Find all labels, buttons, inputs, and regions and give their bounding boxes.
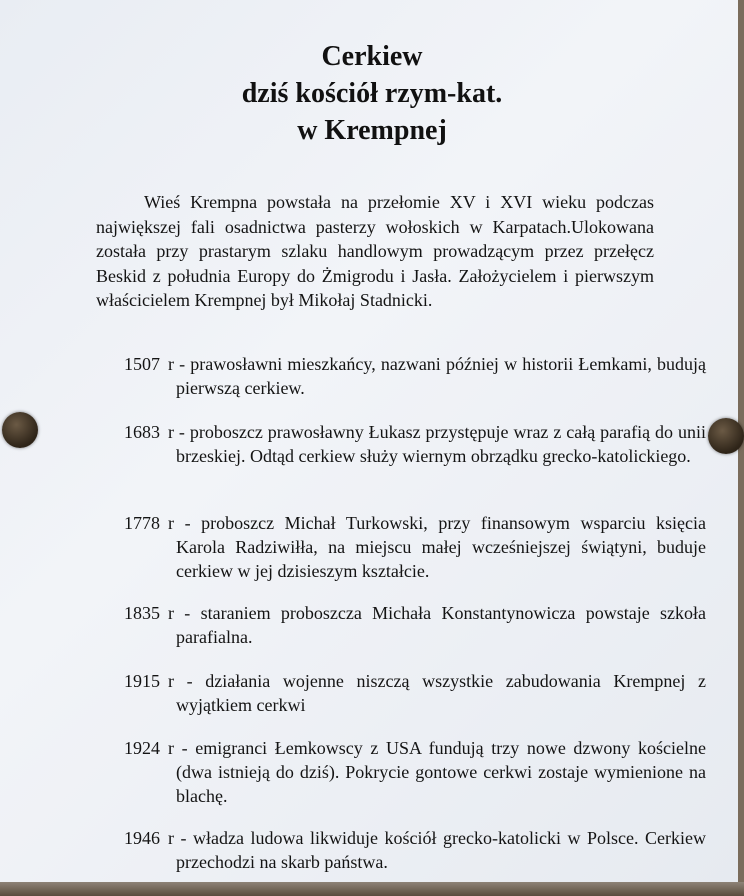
timeline-text: r - emigranci Łemkowscy z USA fundują trzy nowe dzwony kościelne (dwa istnieją do dziś). Pokrycie gontowe cerkwi zostaje wymienione na blachę.	[168, 738, 706, 806]
page-title	[0, 38, 744, 149]
timeline-entry-1507	[124, 352, 706, 400]
intro-text: Wieś Krempna powstała na przełomie XV i XVI wieku podczas największej fali osadnictwa pasterzy wołoskich w Karpatach.Ulokowana została przy prastarym szlaku handlowym prowadzącym przez przełęcz Beskid z południa Europy do Żmigrodu i Jasła. Założycielem i pierwszym właścicielem Krempnej był Mikołaj Stadnicki.	[96, 192, 654, 310]
timeline-year: 1835	[124, 603, 160, 623]
timeline-text: r - władza ludowa likwiduje kościół grecko-katolicki w Polsce. Cerkiew przechodzi na skarb państwa.	[168, 828, 706, 872]
timeline-entry-1924	[124, 736, 706, 808]
timeline-year: 1924	[124, 738, 160, 758]
title-line-2: dziś kościół rzym-kat.	[241, 78, 503, 109]
timeline-entry-1946	[124, 826, 706, 874]
timeline-entry-1915	[124, 669, 706, 717]
timeline-entry-1778	[124, 511, 706, 583]
intro-paragraph	[96, 190, 654, 313]
timeline-year: 1946	[124, 828, 160, 848]
timeline-year: 1507	[124, 354, 160, 374]
mounting-pin-left	[2, 412, 38, 448]
timeline-year: 1683	[124, 422, 160, 442]
board-frame-bottom	[0, 882, 744, 896]
timeline-year: 1778	[124, 513, 160, 533]
timeline-text: r - proboszcz Michał Turkowski, przy finansowym wsparciu księcia Karola Radziwiłła, na miejscu małej wcześniejszej świątyni, buduje cerkiew w jej dzisieszym kształcie.	[168, 513, 706, 581]
mounting-pin-right	[708, 418, 744, 454]
timeline-year: 1915	[124, 671, 160, 691]
timeline-entry-1683	[124, 420, 706, 468]
timeline-entry-1835	[124, 601, 706, 649]
timeline-text: r - prawosławni mieszkańcy, nazwani później w historii Łemkami, budują pierwszą cerkiew.	[168, 354, 706, 398]
timeline-text: r - staraniem proboszcza Michała Konstantynowicza powstaje szkoła parafialna.	[168, 603, 706, 647]
title-line-3: w Krempnej	[297, 115, 447, 146]
timeline-text: r - proboszcz prawosławny Łukasz przystępuje wraz z całą parafią do unii brzeskiej. Odtąd cerkiew służy wiernym obrządku grecko-katolickiego.	[168, 422, 706, 466]
timeline-text: r - działania wojenne niszczą wszystkie zabudowania Krempnej z wyjątkiem cerkwi	[168, 671, 706, 715]
title-line-1: Cerkiew	[321, 41, 423, 72]
